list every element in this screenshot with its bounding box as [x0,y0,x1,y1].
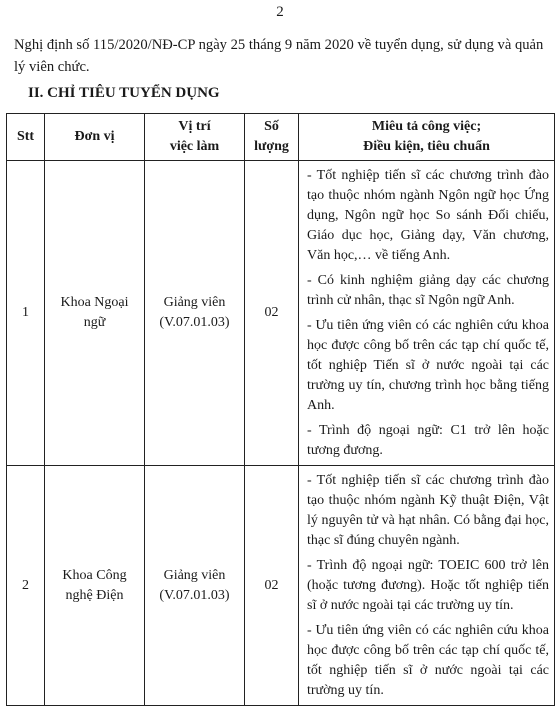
header-position: Vị trí việc làm [145,114,245,161]
row-position: Giảng viên (V.07.01.03) [145,466,245,706]
table-header-row [7,114,555,161]
row-unit: Khoa Công nghệ Điện [45,466,145,706]
requirement-item: - Trình độ ngoại ngữ: TOEIC 600 trở lên (hoặc tương đương). Hoặc tốt nghiệp tiến sĩ ở nước ngoài tại các trường uy tín. [307,558,549,613]
row-stt: 1 [7,161,45,466]
requirement-item: - Trình độ ngoại ngữ: C1 trở lên hoặc tương đương. [307,423,549,458]
row-quantity: 02 [245,161,299,466]
row-requirements [299,466,555,706]
header-description: Miêu tả công việc; Điều kiện, tiêu chuẩn [299,114,555,161]
table-row [7,161,555,466]
header-stt: Stt [7,114,45,161]
header-quantity: Số lượng [245,114,299,161]
section-title: II. CHỈ TIÊU TUYỂN DỤNG [28,85,220,101]
requirement-item: - Tốt nghiệp tiến sĩ các chương trình đào tạo thuộc nhóm ngành Kỹ thuật Điện, Vật lý nguyên tử và hạt nhân. Có bằng đại học, thạc sĩ đúng chuyên ngành. [307,473,549,548]
row-quantity: 02 [245,466,299,706]
recruitment-quota-table [6,113,555,706]
requirement-item: - Có kinh nghiệm giảng dạy các chương trình cử nhân, thạc sĩ Ngôn ngữ Anh. [307,273,549,308]
row-position: Giảng viên (V.07.01.03) [145,161,245,466]
table-row [7,466,555,706]
row-requirements [299,161,555,466]
page-number: 2 [276,4,284,20]
requirement-item: - Ưu tiên ứng viên có các nghiên cứu khoa học được công bố trên các tạp chí quốc tế, tốt nghiệp tiến sĩ ở nước ngoài tại các trường uy tín. [307,623,549,698]
intro-paragraph: Nghị định số 115/2020/NĐ-CP ngày 25 tháng 9 năm 2020 về tuyển dụng, sử dụng và quản lý viên chức. [14,37,544,75]
header-unit: Đơn vị [45,114,145,161]
row-unit: Khoa Ngoại ngữ [45,161,145,466]
row-stt: 2 [7,466,45,706]
requirement-item: - Tốt nghiệp tiến sĩ các chương trình đào tạo thuộc nhóm ngành Ngôn ngữ học Ứng dụng, Ngôn ngữ học So sánh Đối chiếu, Giáo dục học, Giảng dạy, Văn chương, Văn học,… về tiếng Anh. [307,168,549,263]
requirement-item: - Ưu tiên ứng viên có các nghiên cứu khoa học được công bố trên các tạp chí quốc tế, tốt nghiệp Tiến sĩ ở nước ngoài tại các trường uy tín, chương trình học bằng tiếng Anh. [307,318,549,413]
